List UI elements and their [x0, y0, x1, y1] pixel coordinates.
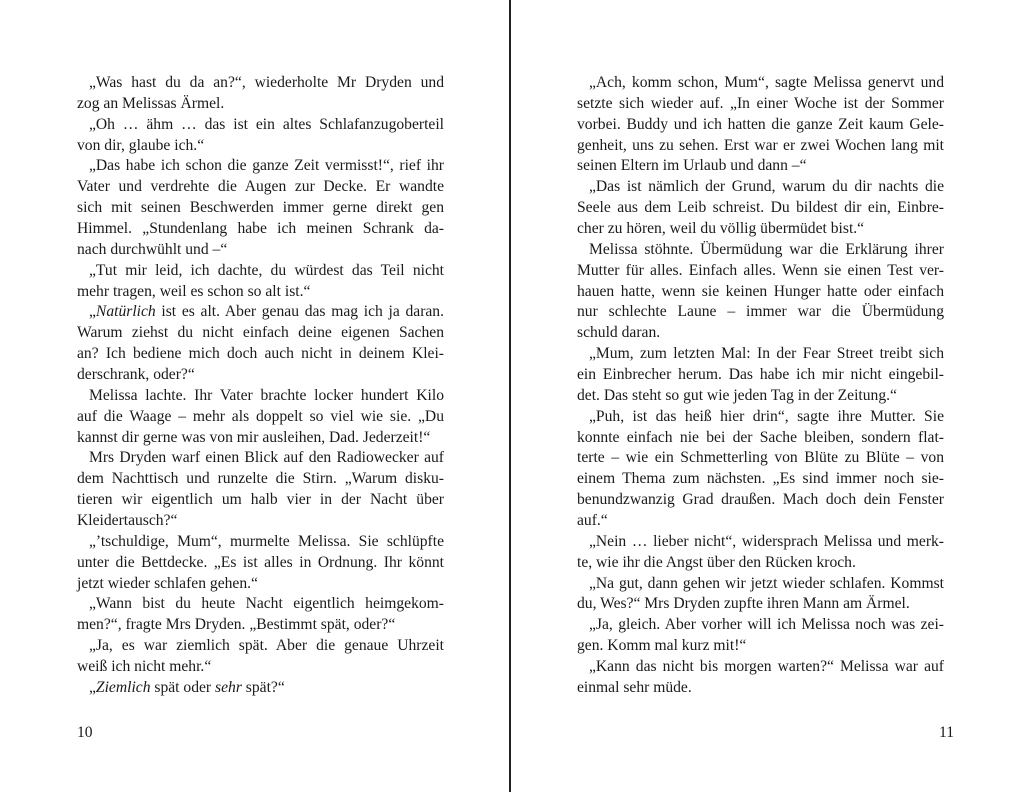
text-segment: einem Thema zum nächsten. „Es sind immer noch sie-: [577, 470, 944, 488]
text-line: [77, 448, 444, 469]
text-line: [77, 177, 444, 198]
text-segment: weiß ich nicht mehr.“: [77, 658, 212, 676]
text-line: [77, 136, 444, 157]
italic-text: Natürlich: [95, 303, 156, 321]
text-segment: „Wann bist du heute Nacht eigentlich heimgekom-: [89, 595, 444, 613]
text-segment: tieren wir eigentlich um halb vier in der Nacht über: [77, 491, 444, 509]
text-line: [77, 365, 444, 386]
text-line: [77, 94, 444, 115]
text-line: [77, 532, 444, 553]
text-segment: „Na gut, dann gehen wir jetzt wieder schlafen. Kommst: [589, 574, 944, 592]
paragraph: [77, 448, 444, 531]
paragraph: [577, 177, 944, 240]
text-segment: ist es alt. Aber genau das mag ich ja daran.: [155, 303, 444, 321]
text-segment: Melissa lachte. Ihr Vater brachte locker hundert Kilo: [89, 386, 444, 404]
text-segment: mehr tragen, weil es schon so alt ist.“: [77, 282, 311, 300]
text-segment: Mrs Dryden warf einen Blick auf den Radiowecker auf: [89, 449, 444, 467]
text-segment: hauen hatte, wenn sie keinen Hunger hatte oder einfach: [577, 282, 944, 300]
text-line: [577, 636, 944, 657]
text-line: [577, 365, 944, 386]
text-segment: „Kann das nicht bis morgen warten?“ Melissa war auf: [589, 658, 944, 676]
text-line: [577, 407, 944, 428]
text-segment: du, Wes?“ Mrs Dryden zupfte ihren Mann am Ärmel.: [577, 595, 910, 613]
text-segment: Kleidertausch?“: [77, 512, 178, 530]
text-line: [577, 615, 944, 636]
text-line: [577, 678, 944, 699]
paragraph: [77, 386, 444, 449]
text-segment: ein Einbrecher herum. Das habe ich mir nicht eingebil-: [577, 366, 944, 384]
text-line: [77, 553, 444, 574]
text-line: [77, 657, 444, 678]
text-segment: „Puh, ist das heiß hier drin“, sagte ihre Mutter. Sie: [589, 407, 944, 425]
page-body-text: [577, 73, 944, 699]
page-number: 11: [938, 724, 954, 741]
text-segment: „Das ist nämlich der Grund, warum du dir nachts die: [589, 178, 944, 196]
text-segment: genheit, uns zu sehen. Erst war er zwei Wochen lang mit: [577, 136, 944, 154]
text-segment: derschrank, oder?“: [77, 366, 195, 384]
paragraph: [577, 240, 944, 344]
text-segment: te, wie ihr die Angst über den Rücken kroch.: [577, 553, 856, 571]
text-segment: Himmel. „Stundenlang habe ich meinen Schrank da-: [77, 220, 444, 238]
text-segment: gen. Komm mal kurz mit!“: [577, 637, 747, 655]
text-segment: terte – wie ein Schmetterling von Blüte zu Blüte – von: [577, 449, 944, 467]
text-segment: „Ach, komm schon, Mum“, sagte Melissa genervt und: [589, 74, 944, 91]
text-segment: Mutter für alles. Einfach alles. Wenn sie einen Test ver-: [577, 261, 944, 279]
text-segment: Vater und verdrehte die Augen zur Decke. Er wandte: [77, 178, 444, 196]
text-line: [77, 574, 444, 595]
text-line: [77, 678, 444, 699]
text-line: [577, 448, 944, 469]
text-segment: schuld daran.: [577, 324, 661, 342]
text-segment: seinen Eltern im Urlaub und dann –“: [577, 157, 807, 175]
text-line: [77, 615, 444, 636]
text-segment: vorbei. Buddy und ich hatten die ganze Zeit kaum Gele-: [577, 115, 944, 133]
left-page: [0, 0, 509, 792]
text-line: [77, 407, 444, 428]
text-segment: „Mum, zum letzten Mal: In der Fear Street treibt sich: [589, 345, 944, 363]
text-segment: auf.“: [577, 512, 608, 530]
text-segment: Warum ziehst du nicht einfach deine eigenen Sachen: [77, 324, 444, 342]
text-segment: spät?“: [241, 678, 285, 696]
paragraph: [577, 73, 944, 177]
text-line: [577, 532, 944, 553]
text-line: [577, 177, 944, 198]
paragraph: [577, 532, 944, 574]
paragraph: [77, 594, 444, 636]
text-line: [577, 282, 944, 303]
text-line: [77, 469, 444, 490]
text-line: [77, 490, 444, 511]
text-line: [577, 323, 944, 344]
text-segment: nur schlechte Laune – immer war die Übermüdung: [577, 303, 944, 321]
text-line: [577, 261, 944, 282]
text-line: [577, 136, 944, 157]
paragraph: [77, 678, 444, 699]
paragraph: [577, 407, 944, 532]
text-line: [77, 386, 444, 407]
text-segment: men?“, fragte Mrs Dryden. „Bestimmt spät, oder?“: [77, 616, 396, 634]
text-line: [577, 490, 944, 511]
text-segment: sich mit seinen Beschwerden immer gerne direkt gen: [77, 199, 444, 217]
text-line: [577, 344, 944, 365]
text-line: [77, 261, 444, 282]
paragraph: [77, 156, 444, 260]
text-line: [577, 428, 944, 449]
paragraph: [77, 302, 444, 385]
paragraph: [77, 532, 444, 595]
text-segment: cher zu hören, weil du völlig übermüdet bist.“: [577, 220, 865, 238]
text-segment: „Oh … ähm … das ist ein altes Schlafanzugoberteil: [89, 115, 444, 133]
text-segment: „Das habe ich schon die ganze Zeit vermisst!“, rief ihr: [89, 157, 444, 175]
text-line: [77, 115, 444, 136]
text-line: [77, 156, 444, 177]
text-line: [577, 657, 944, 678]
text-line: [77, 511, 444, 532]
page-number: 10: [77, 724, 93, 741]
text-line: [577, 115, 944, 136]
text-segment: Melissa stöhnte. Übermüdung war die Erklärung ihrer: [589, 240, 944, 258]
text-segment: benundzwanzig Grad draußen. Mach doch dein Fenster: [577, 491, 944, 509]
text-segment: „: [89, 303, 96, 321]
text-segment: nach durchwühlt und –“: [77, 240, 228, 258]
page-body-text: [77, 73, 444, 699]
text-segment: „Tut mir leid, ich dachte, du würdest das Teil nicht: [89, 261, 444, 279]
paragraph: [577, 615, 944, 657]
italic-text: sehr: [215, 678, 242, 696]
paragraph: [77, 261, 444, 303]
text-segment: von dir, glaube ich.“: [77, 136, 205, 154]
text-segment: auf die Waage – mehr als doppelt so viel wie sie. „Du: [77, 407, 444, 425]
text-line: [577, 156, 944, 177]
text-line: [77, 240, 444, 261]
text-line: [77, 344, 444, 365]
text-segment: jetzt wieder schlafen gehen.“: [77, 574, 258, 592]
text-line: [77, 302, 444, 323]
text-line: [77, 636, 444, 657]
paragraph: [77, 73, 444, 115]
text-segment: setzte sich wieder auf. „In einer Woche ist der Sommer: [577, 94, 944, 112]
text-segment: „: [89, 678, 96, 696]
text-segment: kannst dir gerne was von mir ausleihen, Dad. Jederzeit!“: [77, 428, 431, 446]
text-segment: an? Ich bediene mich doch auch nicht in deinem Klei-: [77, 345, 444, 363]
text-line: [577, 73, 944, 94]
right-page: [511, 0, 1020, 792]
text-segment: unter die Bettdecke. „Es ist alles in Ordnung. Ihr könnt: [77, 553, 444, 571]
text-segment: Seele aus dem Leib schreist. Du bildest dir ein, Einbre-: [577, 199, 944, 217]
text-line: [577, 240, 944, 261]
paragraph: [77, 636, 444, 678]
italic-text: Ziemlich: [95, 678, 151, 696]
text-line: [577, 219, 944, 240]
text-segment: „Nein … lieber nicht“, widersprach Melissa und merk-: [589, 532, 944, 550]
text-segment: „Ja, es war ziemlich spät. Aber die genaue Uhrzeit: [89, 637, 444, 655]
text-line: [577, 511, 944, 532]
text-line: [77, 282, 444, 303]
text-segment: „’tschuldige, Mum“, murmelte Melissa. Sie schlüpfte: [89, 532, 444, 550]
paragraph: [577, 574, 944, 616]
text-line: [77, 73, 444, 94]
text-line: [77, 198, 444, 219]
text-line: [577, 198, 944, 219]
text-line: [577, 574, 944, 595]
text-segment: einmal sehr müde.: [577, 678, 692, 696]
text-line: [577, 553, 944, 574]
text-line: [77, 219, 444, 240]
text-segment: „Was hast du da an?“, wiederholte Mr Dryden und: [89, 74, 444, 91]
text-segment: det. Das steht so gut wie jeden Tag in der Zeitung.“: [577, 386, 897, 404]
text-line: [577, 594, 944, 615]
paragraph: [577, 344, 944, 407]
text-line: [577, 469, 944, 490]
text-segment: „Ja, gleich. Aber vorher will ich Melissa noch was zei-: [589, 616, 944, 634]
text-segment: spät oder: [150, 678, 216, 696]
text-line: [577, 302, 944, 323]
text-segment: zog an Melissas Ärmel.: [77, 94, 225, 112]
text-segment: dem Nachttisch und runzelte die Stirn. „Warum disku-: [77, 470, 444, 488]
text-line: [77, 428, 444, 449]
paragraph: [577, 657, 944, 699]
text-line: [577, 386, 944, 407]
text-line: [77, 323, 444, 344]
text-line: [77, 594, 444, 615]
text-segment: konnte einfach nie bei der Sache bleiben, sondern flat-: [577, 428, 944, 446]
paragraph: [77, 115, 444, 157]
text-line: [577, 94, 944, 115]
